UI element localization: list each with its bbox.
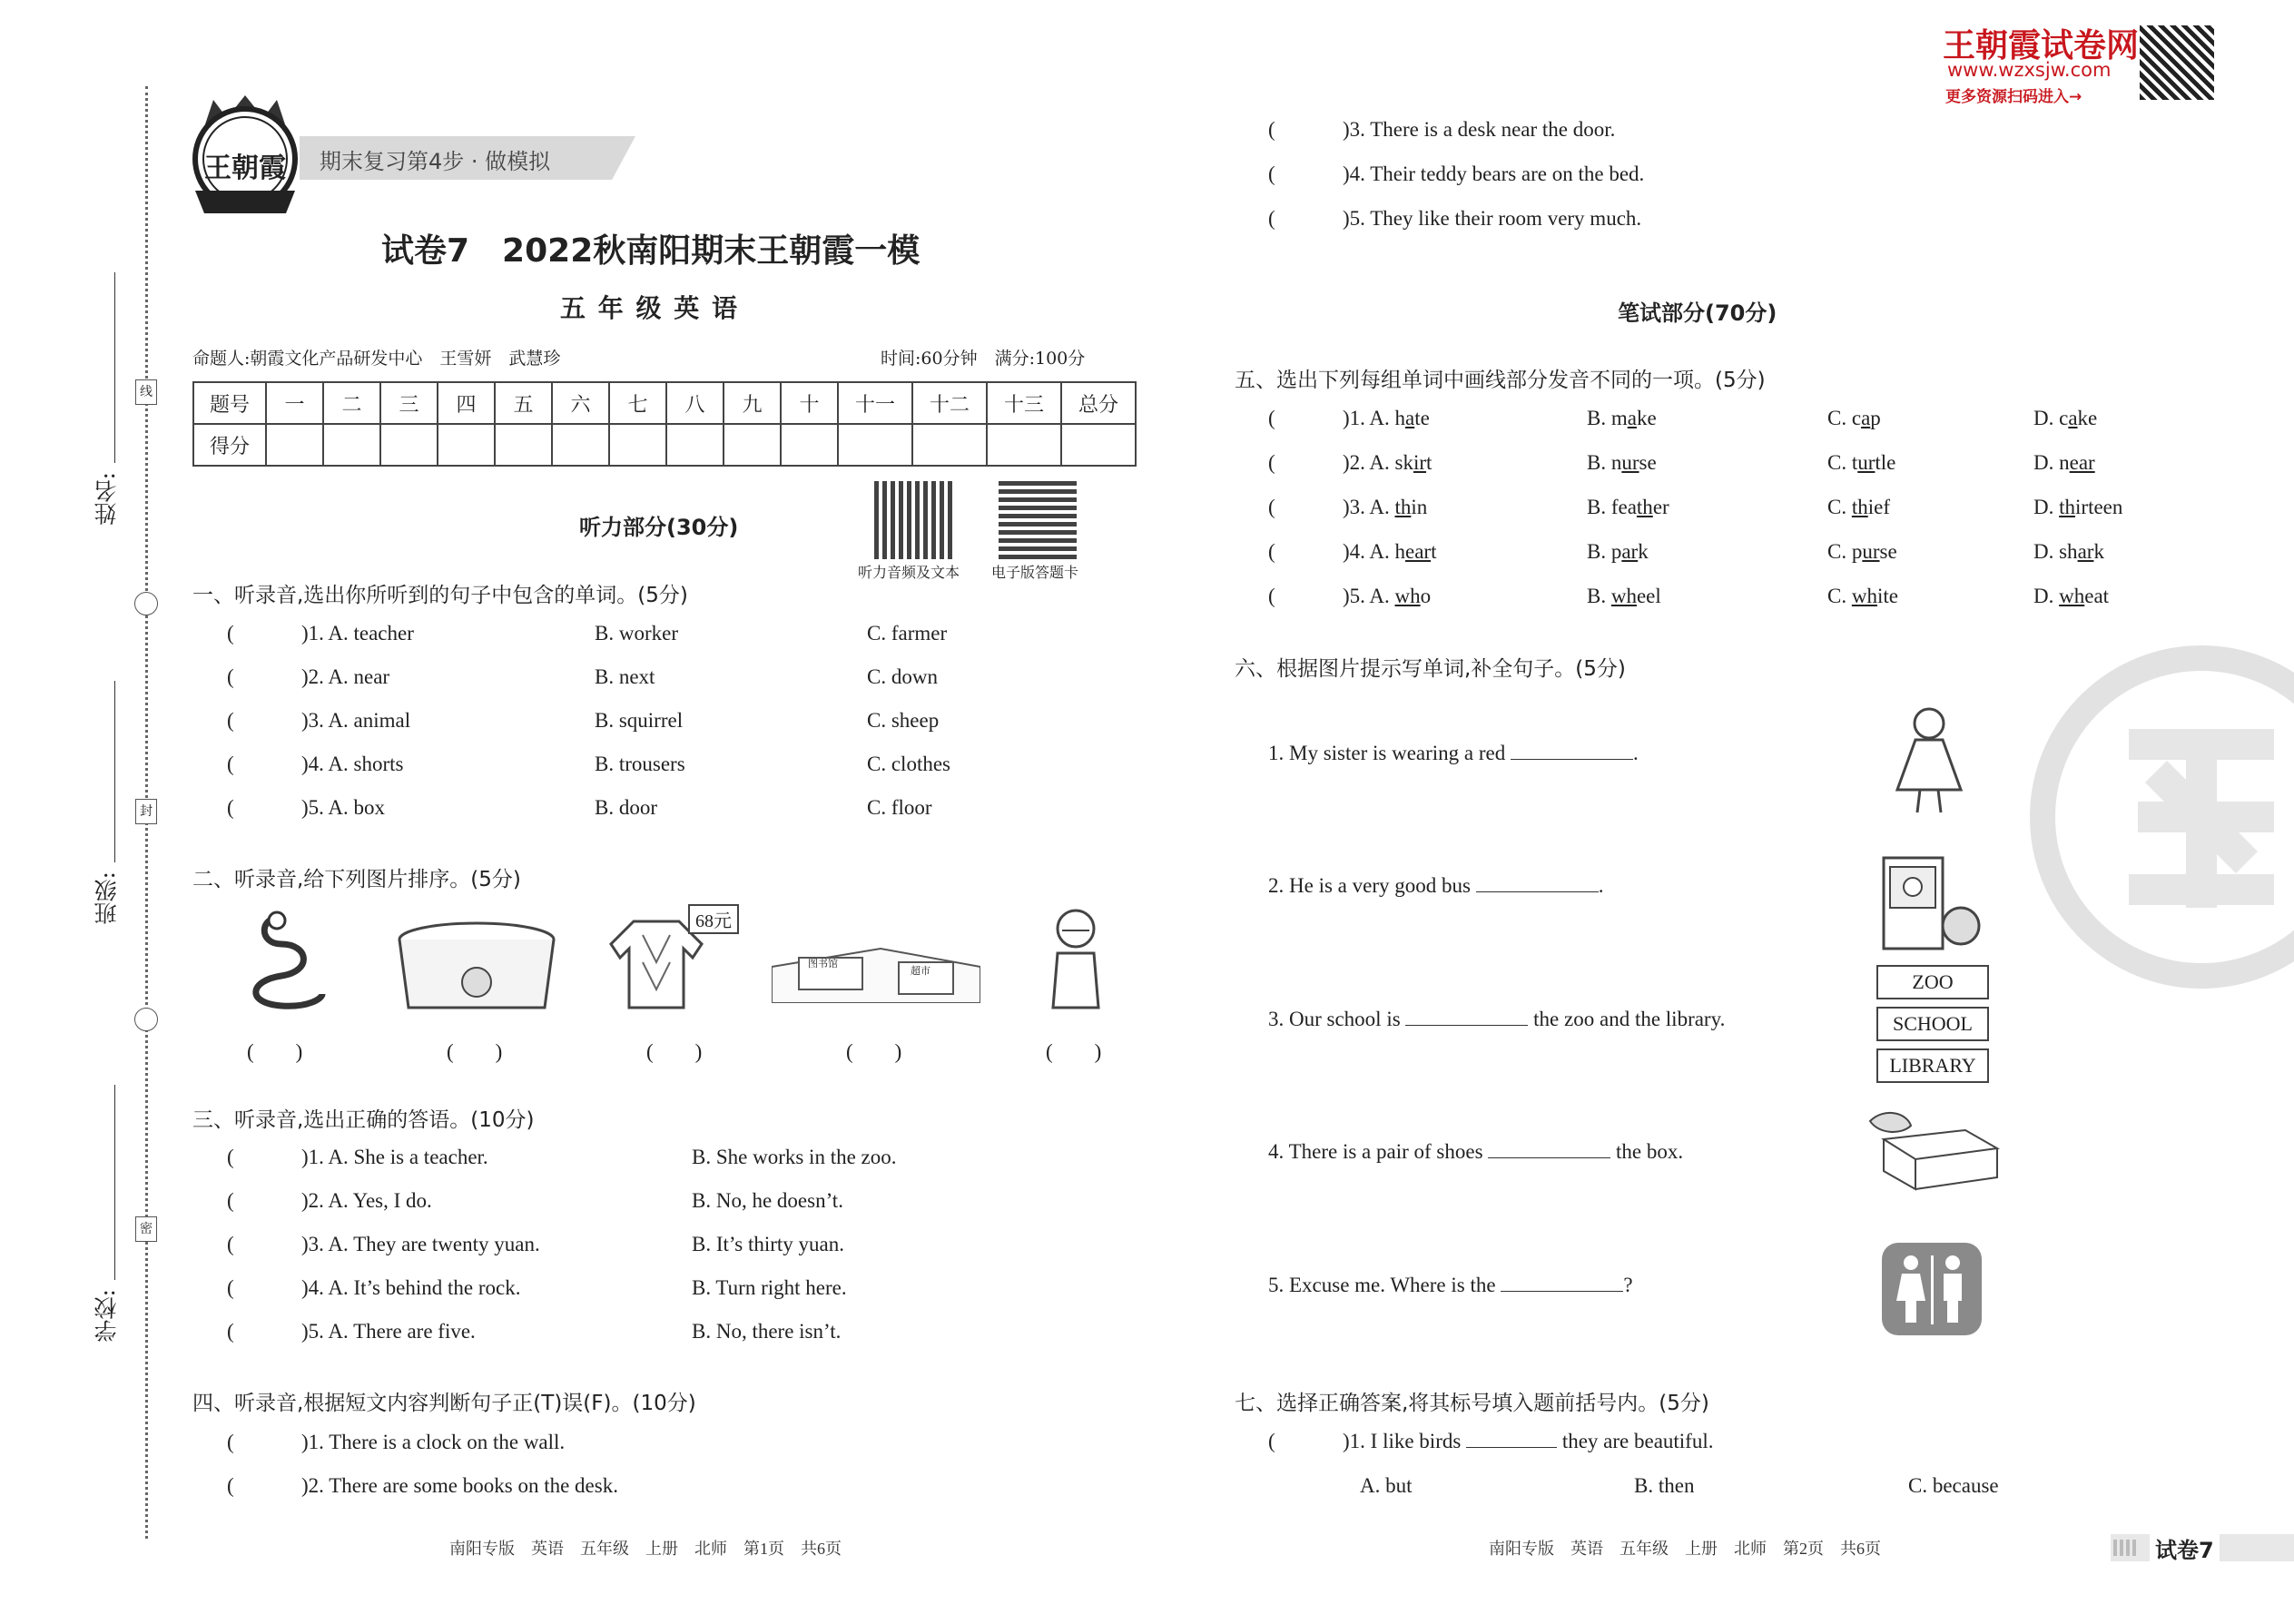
score-header-cell: 五 — [495, 382, 552, 424]
s1-q5-c: C. floor — [867, 796, 932, 819]
s6-q1: 1. My sister is wearing a red . — [1268, 742, 1639, 764]
s1-q3-c: C. sheep — [867, 709, 940, 732]
order-blank-2[interactable]: ( ) — [447, 1040, 503, 1063]
s6-q1-blank[interactable] — [1511, 743, 1633, 760]
score-cell[interactable] — [323, 424, 380, 466]
s5-q5-d: D. wheat — [2033, 585, 2110, 607]
s5-q5: ( )5. A. who — [1268, 585, 1432, 607]
score-header-cell: 十一 — [838, 382, 912, 424]
s5-q3: ( )3. A. thin — [1268, 496, 1428, 518]
s7-q1-c: C. because — [1908, 1474, 1999, 1497]
s3-q3-b: B. It’s thirty yuan. — [692, 1233, 845, 1255]
brand-qr-icon[interactable] — [2140, 25, 2214, 100]
brand-url[interactable]: www.wzxsjw.com — [1947, 59, 2112, 81]
brand-site: 王朝霞试卷网 — [1943, 27, 2140, 64]
seal-char-feng: 封 — [135, 799, 157, 824]
s5-q3-c: C. thief — [1827, 496, 1890, 518]
zoo-sign: ZOO — [1876, 965, 1989, 999]
s6-q4: 4. There is a pair of shoes the box. — [1268, 1140, 1684, 1163]
score-cell[interactable] — [266, 424, 323, 466]
order-blank-5[interactable]: ( ) — [1046, 1040, 1102, 1063]
s5-q4: ( )4. A. heart — [1268, 540, 1437, 563]
s3-q1-b: B. She works in the zoo. — [692, 1146, 897, 1168]
supermarket-sign: 超市 — [911, 965, 930, 977]
s1-q4-c: C. clothes — [867, 753, 950, 775]
score-cell[interactable] — [380, 424, 438, 466]
qr-card-caption: 电子版答题卡 — [991, 564, 1079, 581]
section-7-title: 七、选择正确答案,将其标号填入题前括号内。(5分) — [1235, 1392, 1709, 1415]
score-header-cell: 三 — [380, 382, 438, 424]
order-blank-3[interactable]: ( ) — [646, 1040, 703, 1063]
s5-q2: ( )2. A. skirt — [1268, 451, 1433, 474]
s3-q3: ( )3. A. They are twenty yuan. — [227, 1233, 540, 1255]
listening-title: 听力部分(30分) — [579, 515, 739, 540]
library-sign-box: LIBRARY — [1876, 1048, 1989, 1083]
section-1-title: 一、听录音,选出你所听到的句子中包含的单词。(5分) — [192, 584, 688, 607]
s3-q5-b: B. No, there isn’t. — [692, 1320, 842, 1343]
order-blank-4[interactable]: ( ) — [846, 1040, 902, 1063]
footer-dots-icon — [2113, 1540, 2137, 1556]
snake-picture — [231, 908, 331, 1012]
s5-q1-c: C. cap — [1827, 407, 1881, 429]
s1-q2: ( )2. A. near — [227, 665, 390, 688]
s5-q2-b: B. nurse — [1587, 451, 1657, 474]
footer-right: 南阳专版 英语 五年级 上册 北师 第2页 共6页 — [1489, 1540, 1881, 1558]
section-4-title: 四、听录音,根据短文内容判断句子正(T)误(F)。(10分) — [192, 1392, 696, 1415]
s1-q5: ( )5. A. box — [227, 796, 385, 819]
s5-q2-d: D. near — [2033, 451, 2095, 474]
score-cell[interactable] — [912, 424, 987, 466]
class-field[interactable] — [114, 681, 115, 862]
library-supermarket-picture — [772, 930, 980, 1003]
footer-left: 南阳专版 英语 五年级 上册 北师 第1页 共6页 — [449, 1540, 842, 1558]
section-6-title: 六、根据图片提示写单词,补全句子。(5分) — [1235, 657, 1626, 681]
girl-dress-picture — [1888, 704, 1970, 817]
s5-q4-b: B. park — [1587, 540, 1649, 563]
price-tag: 68元 — [688, 904, 739, 934]
s3-q4: ( )4. A. It’s behind the rock. — [227, 1276, 521, 1299]
library-sign: 图书馆 — [808, 958, 838, 969]
qr-card-icon[interactable] — [999, 481, 1077, 559]
section-3-title: 三、听录音,选出正确的答语。(10分) — [192, 1108, 535, 1132]
score-cell[interactable] — [666, 424, 724, 466]
time-score: 时间:60分钟 满分:100分 — [881, 349, 1086, 369]
score-header-cell: 八 — [666, 382, 724, 424]
binding-hole — [134, 592, 158, 615]
s5-q5-b: B. wheel — [1587, 585, 1661, 607]
score-row-label: 得分 — [193, 424, 266, 466]
footer-tag: 试卷7 — [2150, 1532, 2220, 1564]
s4-q2: ( )2. There are some books on the desk. — [227, 1474, 618, 1497]
s6-q2: 2. He is a very good bus . — [1268, 874, 1604, 897]
score-header-cell: 六 — [552, 382, 609, 424]
s5-q3-b: B. feather — [1587, 496, 1669, 518]
score-cell[interactable] — [552, 424, 609, 466]
authors: 命题人:朝霞文化产品研发中心 王雪妍 武慧珍 — [192, 349, 561, 369]
s7-q1-b: B. then — [1634, 1474, 1695, 1497]
score-table — [192, 381, 1137, 467]
box-shoes-picture — [1866, 1103, 2002, 1194]
s6-q5: 5. Excuse me. Where is the ? — [1268, 1274, 1633, 1296]
s6-q5-blank[interactable] — [1501, 1275, 1623, 1292]
score-header-cell: 总分 — [1061, 382, 1136, 424]
qr-audio-caption: 听力音频及文本 — [858, 564, 960, 581]
score-cell[interactable] — [724, 424, 781, 466]
score-cell[interactable] — [838, 424, 912, 466]
s1-q2-c: C. down — [867, 665, 938, 688]
section-5-title: 五、选出下列每组单词中画线部分发音不同的一项。(5分) — [1235, 369, 1766, 392]
s3-q4-b: B. Turn right here. — [692, 1276, 847, 1299]
s4-q5: ( )5. They like their room very much. — [1268, 207, 1642, 230]
bus-driver-picture — [1879, 849, 1984, 953]
s7-q1-a: A. but — [1360, 1474, 1413, 1497]
doctor-picture — [1039, 903, 1112, 1012]
written-title: 笔试部分(70分) — [1618, 300, 1777, 326]
s1-q3: ( )3. A. animal — [227, 709, 411, 732]
score-header-cell: 十三 — [987, 382, 1061, 424]
s4-q1: ( )1. There is a clock on the wall. — [227, 1431, 566, 1453]
s5-q4-c: C. purse — [1827, 540, 1897, 563]
s3-q2: ( )2. A. Yes, I do. — [227, 1189, 432, 1212]
s1-q1-b: B. worker — [595, 622, 678, 645]
s4-q4: ( )4. Their teddy bears are on the bed. — [1268, 162, 1645, 185]
s3-q5: ( )5. A. There are five. — [227, 1320, 476, 1343]
score-header-cell: 二 — [323, 382, 380, 424]
score-header-cell: 七 — [609, 382, 666, 424]
s6-q4-blank[interactable] — [1488, 1141, 1610, 1158]
s7-q1: ( )1. I like birds they are beautiful. — [1268, 1430, 1714, 1452]
s5-q1-b: B. make — [1587, 407, 1657, 429]
s6-q2-blank[interactable] — [1476, 875, 1599, 892]
s3-q1: ( )1. A. She is a teacher. — [227, 1146, 488, 1168]
score-header-cell: 四 — [438, 382, 495, 424]
score-cell[interactable] — [987, 424, 1061, 466]
s5-q4-d: D. shark — [2033, 540, 2104, 563]
logo — [186, 91, 304, 218]
s5-q2-c: C. turtle — [1827, 451, 1896, 474]
school-field[interactable] — [114, 1085, 115, 1280]
score-header-cell: 十二 — [912, 382, 987, 424]
s1-q5-b: B. door — [595, 796, 657, 819]
score-cell[interactable] — [1061, 424, 1136, 466]
s5-q3-d: D. thirteen — [2033, 496, 2123, 518]
score-cell[interactable] — [781, 424, 838, 466]
s6-q3: 3. Our school is the zoo and the library. — [1268, 1008, 1726, 1030]
school-sign: SCHOOL — [1876, 1007, 1989, 1041]
score-header-cell: 题号 — [193, 382, 266, 424]
s1-q1: ( )1. A. teacher — [227, 622, 414, 645]
s7-q1-blank[interactable] — [1466, 1431, 1557, 1448]
step-banner-text: 期末复习第4步 · 做模拟 — [320, 149, 551, 174]
paper-title: 试卷7 2022秋南阳期末王朝霞一模 — [381, 232, 921, 270]
s1-q1-c: C. farmer — [867, 622, 948, 645]
seal-char-mi: 密 — [135, 1216, 157, 1242]
s5-q1-d: D. cake — [2033, 407, 2098, 429]
restroom-sign-icon — [1882, 1243, 1982, 1335]
binding-hole — [134, 1008, 158, 1031]
s5-q5-c: C. white — [1827, 585, 1898, 607]
watermark-mi-icon — [2020, 635, 2294, 999]
name-label: 姓名: — [94, 472, 120, 526]
order-blank-1[interactable]: ( ) — [247, 1040, 303, 1063]
s1-q4-b: B. trousers — [595, 753, 685, 775]
table-cake-picture — [395, 917, 558, 1017]
score-cell[interactable] — [495, 424, 552, 466]
qr-audio-icon[interactable] — [874, 481, 952, 559]
s4-q3: ( )3. There is a desk near the door. — [1268, 118, 1616, 141]
s1-q3-b: B. squirrel — [595, 709, 684, 732]
s5-q1: ( )1. A. hate — [1268, 407, 1430, 429]
s1-q4: ( )4. A. shorts — [227, 753, 404, 775]
s6-q3-blank[interactable] — [1405, 1009, 1528, 1026]
name-field[interactable] — [114, 272, 115, 463]
score-cell[interactable] — [438, 424, 495, 466]
score-header-cell: 九 — [724, 382, 781, 424]
section-2-title: 二、听录音,给下列图片排序。(5分) — [192, 868, 521, 891]
s1-q2-b: B. next — [595, 665, 655, 688]
seal-char-xian: 线 — [135, 379, 157, 405]
class-label: 班级: — [94, 871, 120, 925]
score-header-cell: 十 — [781, 382, 838, 424]
paper-subtitle: 五 年 级 英 语 — [560, 293, 739, 323]
score-header-cell: 一 — [266, 382, 323, 424]
logo-text: 王朝霞 — [204, 153, 286, 184]
score-cell[interactable] — [609, 424, 666, 466]
brand-hint: 更多资源扫码进入→ — [1945, 88, 2082, 106]
s3-q2-b: B. No, he doesn’t. — [692, 1189, 843, 1212]
school-label: 学校: — [94, 1289, 120, 1343]
